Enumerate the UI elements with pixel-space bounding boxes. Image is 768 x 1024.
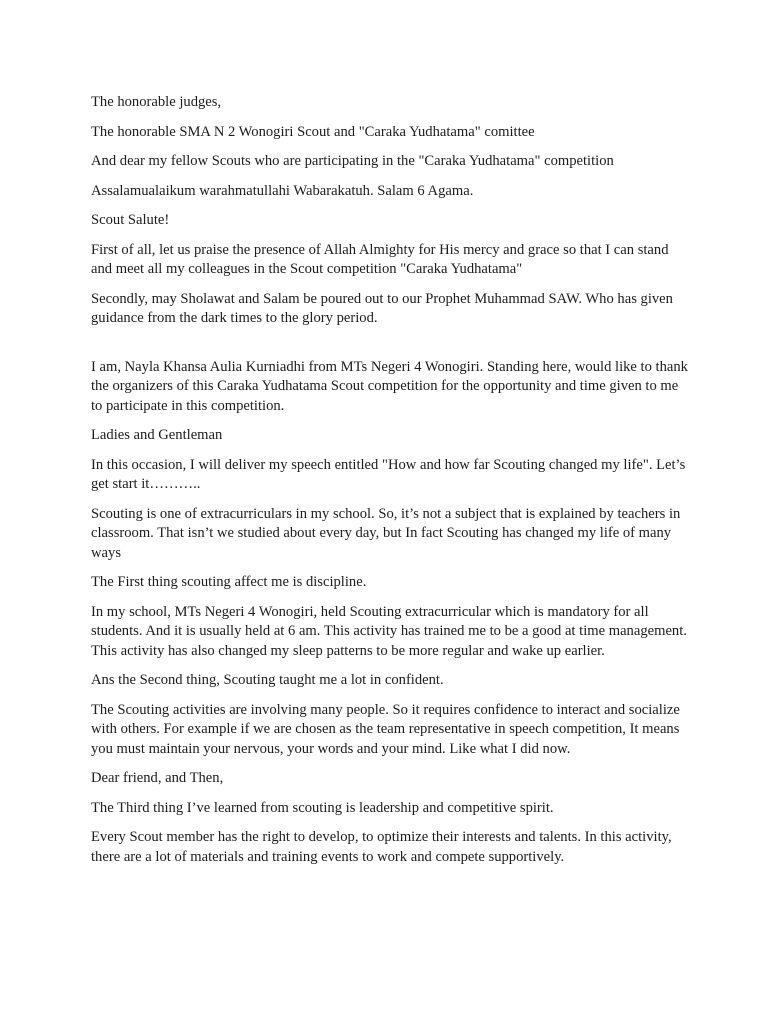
paragraph-sholawat: Secondly, may Sholawat and Salam be poured out to our Prophet Muhammad SAW. Who has given guidance from the dark times to the glory period. xyxy=(91,290,673,327)
paragraph-introduction: I am, Nayla Khansa Aulia Kurniadhi from MTs Negeri 4 Wonogiri. Standing here, would like to thank the organizers of this Caraka Yudhatama Scout competition for the opportunity and time given to me to participate in this competition. xyxy=(91,358,688,414)
speech-text xyxy=(91,93,691,877)
paragraph-third-thing: The Third thing I’ve learned from scouting is leadership and competitive spirit. xyxy=(91,799,554,816)
greeting-judges: The honorable judges, xyxy=(91,94,222,110)
ladies-and-gentleman: Ladies and Gentleman xyxy=(91,427,223,444)
paragraph-develop: Every Scout member has the right to develop, to optimize their interests and talents. In this activity, there are a lot of materials and training events to work and compete supportively. xyxy=(91,829,672,865)
paragraph-praise: First of all, let us praise the presence of Allah Almighty for His mercy and grace so that I can stand and meet all my colleagues in the Scout competition "Caraka Yudhatama" xyxy=(91,241,669,278)
scout-salute: Scout Salute! xyxy=(91,212,170,229)
paragraph-confidence: The Scouting activities are involving many people. So it requires confidence to interact and socialize with others. For example if we are chosen as the team representative in speech competition, It means you must maintain your nervous, your words and your mind. Like what I did now. xyxy=(91,701,680,757)
greeting-fellow-scouts: And dear my fellow Scouts who are participating in the "Caraka Yudhatama" competition xyxy=(91,153,614,170)
paragraph-first-thing: The First thing scouting affect me is discipline. xyxy=(91,574,367,591)
greeting-committee: The honorable SMA N 2 Wonogiri Scout and "Caraka Yudhatama" comittee xyxy=(91,123,535,140)
paragraph-discipline: In my school, MTs Negeri 4 Wonogiri, held Scouting extracurricular which is mandatory for all students. And it is usually held at 6 am. This activity has trained me to be a good at time management. This activity has also changed my sleep patterns to be more regular and wake up earlier. xyxy=(91,603,687,659)
paragraph-extracurricular: Scouting is one of extracurriculars in my school. So, it’s not a subject that is explained by teachers in classroom. That isn’t we studied about every day, but In fact Scouting has changed my life of many ways xyxy=(91,505,681,561)
dear-friend: Dear friend, and Then, xyxy=(91,770,224,787)
paragraph-speech-title: In this occasion, I will deliver my speech entitled "How and how far Scouting changed my life". Let’s get start it……….. xyxy=(91,456,686,493)
paragraph-second-thing: Ans the Second thing, Scouting taught me a lot in confident. xyxy=(91,672,444,689)
greeting-salam: Assalamualaikum warahmatullahi Wabarakatuh. Salam 6 Agama. xyxy=(91,182,474,199)
